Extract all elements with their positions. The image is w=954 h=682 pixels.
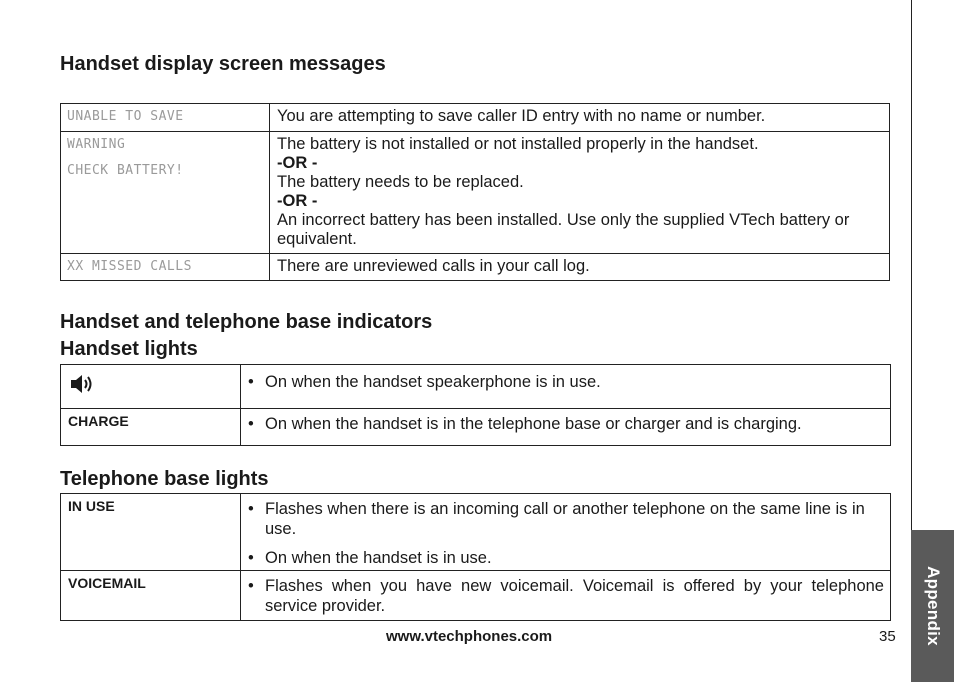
section-heading-display-messages: Handset display screen messages	[60, 53, 386, 75]
bullet-item: • Flashes when you have new voicemail. Voicemail is offered by your telephone service provider.	[248, 577, 884, 615]
indicator-label: CHARGE	[61, 409, 241, 446]
lcd-text: XX MISSED CALLS	[67, 259, 192, 274]
indicator-description	[241, 571, 891, 621]
or-separator: -OR -	[277, 192, 318, 210]
lcd-text: WARNING	[67, 137, 126, 152]
subheading-handset-lights: Handset lights	[60, 338, 198, 360]
description-text: The battery needs to be replaced.	[277, 173, 524, 191]
appendix-tab-label: Appendix	[923, 566, 943, 646]
message-description	[270, 104, 890, 132]
indicator-label: VOICEMAIL	[61, 571, 241, 621]
indicator-description	[241, 494, 891, 571]
base-lights-table	[60, 493, 891, 621]
bullet-text: Flashes when you have new voicemail. Voicemail is offered by your telephone service provider.	[265, 577, 884, 615]
message-description	[270, 254, 890, 281]
table-row	[61, 132, 890, 254]
table-row	[61, 571, 891, 621]
description-text: The battery is not installed or not installed properly in the handset.	[277, 135, 759, 153]
indicator-label: IN USE	[61, 494, 241, 571]
speakerphone-icon	[69, 371, 95, 397]
description-text: You are attempting to save caller ID entry with no name or number.	[277, 107, 766, 125]
lcd-text: CHECK BATTERY!	[67, 163, 184, 178]
bullet-text: On when the handset is in use.	[265, 549, 492, 567]
table-row	[61, 254, 890, 281]
indicator-cell	[61, 365, 241, 409]
bullet-item: • On when the handset is in the telephone base or charger and is charging.	[241, 412, 890, 436]
message-description	[270, 132, 890, 254]
indicator-description	[241, 409, 891, 446]
section-heading-indicators: Handset and telephone base indicators	[60, 311, 433, 333]
bullet-item: • On when the handset is in use.	[241, 546, 890, 570]
table-row	[61, 409, 891, 446]
page-number: 35	[879, 628, 896, 645]
bullet-text: On when the handset is in the telephone base or charger and is charging.	[265, 415, 802, 433]
bullet-item: • Flashes when there is an incoming call or another telephone on the same line is in use.	[241, 497, 890, 541]
bullet-text: Flashes when there is an incoming call or another telephone on the same line is in use.	[265, 500, 865, 538]
table-row	[61, 104, 890, 132]
lcd-message	[61, 254, 270, 281]
indicator-description	[241, 365, 891, 409]
or-separator: -OR -	[277, 154, 318, 172]
bullet-text: On when the handset speakerphone is in use.	[265, 373, 601, 391]
lcd-message	[61, 132, 270, 254]
table-row	[61, 365, 891, 409]
section-heading-base-lights: Telephone base lights	[60, 468, 269, 490]
lcd-message	[61, 104, 270, 132]
footer-url[interactable]: www.vtechphones.com	[386, 628, 553, 645]
display-messages-table	[60, 103, 890, 281]
description-text: There are unreviewed calls in your call log.	[277, 257, 590, 275]
handset-lights-table	[60, 364, 891, 446]
lcd-text: UNABLE TO SAVE	[67, 109, 184, 124]
appendix-tab[interactable]	[911, 530, 954, 682]
description-text: An incorrect battery has been installed. Use only the supplied VTech battery or equivalent.	[277, 211, 850, 248]
table-row	[61, 494, 891, 571]
bullet-item: • On when the handset speakerphone is in use.	[241, 370, 890, 394]
